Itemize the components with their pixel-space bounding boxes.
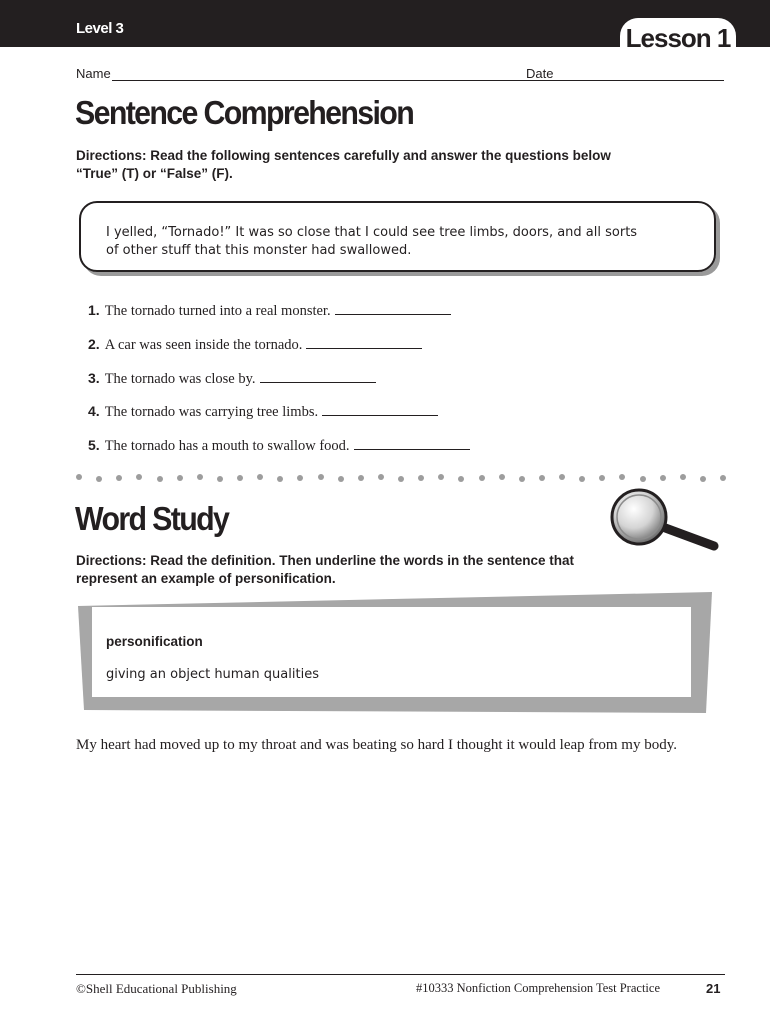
divider-dot bbox=[157, 476, 163, 482]
passage-line1: I yelled, “Tornado!” It was so close that I could see tree limbs, doors, and all sorts bbox=[106, 225, 638, 240]
divider-dot bbox=[499, 474, 505, 480]
divider-dot bbox=[458, 476, 464, 482]
footer-publisher: ©Shell Educational Publishing bbox=[76, 981, 237, 996]
divider-dot bbox=[277, 476, 283, 482]
word-study-directions-line1: Directions: Read the definition. Then underline the words in the sentence that bbox=[76, 553, 575, 568]
personification-sentence[interactable]: My heart had moved up to my throat and was beating so hard I thought it would leap from my body. bbox=[76, 737, 677, 753]
question-number: 3. bbox=[88, 370, 100, 386]
divider-dot bbox=[177, 475, 183, 481]
divider-dot bbox=[297, 475, 303, 481]
question-3 bbox=[88, 370, 376, 388]
answer-blank-4[interactable] bbox=[322, 403, 438, 416]
divider-dot bbox=[197, 474, 203, 480]
dotted-divider bbox=[76, 470, 726, 484]
question-number: 1. bbox=[88, 302, 100, 318]
divider-dot bbox=[479, 475, 485, 481]
divider-dot bbox=[237, 475, 243, 481]
divider-dot bbox=[116, 475, 122, 481]
question-number: 4. bbox=[88, 403, 100, 419]
divider-dot bbox=[438, 474, 444, 480]
divider-dot bbox=[398, 476, 404, 482]
level-label: Level 3 bbox=[76, 20, 124, 37]
word-study-title: Word Study bbox=[75, 500, 229, 537]
question-5 bbox=[88, 437, 470, 455]
question-text: The tornado has a mouth to swallow food. bbox=[104, 438, 350, 454]
divider-dot bbox=[378, 474, 384, 480]
divider-dot bbox=[257, 474, 263, 480]
answer-blank-5[interactable] bbox=[354, 437, 470, 450]
divider-dot bbox=[720, 475, 726, 481]
footer-product: #10333 Nonfiction Comprehension Test Practice bbox=[416, 981, 660, 995]
passage-box bbox=[79, 201, 716, 272]
word-study-directions bbox=[76, 552, 726, 588]
name-label: Name bbox=[76, 66, 111, 81]
divider-dot bbox=[700, 476, 706, 482]
answer-blank-2[interactable] bbox=[306, 336, 422, 349]
divider-dot bbox=[680, 474, 686, 480]
definition-term: personification bbox=[106, 634, 203, 649]
divider-dot bbox=[418, 475, 424, 481]
name-field[interactable] bbox=[112, 80, 594, 81]
definition-box bbox=[92, 607, 691, 697]
divider-dot bbox=[579, 476, 585, 482]
word-study-directions-line2: represent an example of personification. bbox=[76, 571, 336, 586]
divider-dot bbox=[338, 476, 344, 482]
sentence-directions bbox=[76, 147, 726, 183]
divider-dot bbox=[599, 475, 605, 481]
question-4 bbox=[88, 403, 438, 421]
question-text: The tornado was close by. bbox=[104, 371, 256, 387]
answer-blank-3[interactable] bbox=[260, 370, 376, 383]
magnifying-glass-icon bbox=[606, 488, 721, 554]
passage-text bbox=[106, 224, 701, 260]
sentence-directions-line2: “True” (T) or “False” (F). bbox=[76, 166, 233, 181]
divider-dot bbox=[539, 475, 545, 481]
date-field[interactable] bbox=[554, 80, 724, 81]
answer-blank-1[interactable] bbox=[335, 302, 451, 315]
divider-dot bbox=[76, 474, 82, 480]
question-2 bbox=[88, 336, 422, 354]
definition-text: giving an object human qualities bbox=[106, 667, 319, 682]
question-text: A car was seen inside the tornado. bbox=[104, 337, 303, 353]
divider-dot bbox=[619, 474, 625, 480]
question-1 bbox=[88, 302, 451, 320]
divider-dot bbox=[318, 474, 324, 480]
divider-dot bbox=[640, 476, 646, 482]
divider-dot bbox=[660, 475, 666, 481]
divider-dot bbox=[519, 476, 525, 482]
passage-line2: of other stuff that this monster had swallowed. bbox=[106, 243, 412, 258]
question-number: 2. bbox=[88, 336, 100, 352]
question-text: The tornado turned into a real monster. bbox=[104, 303, 331, 319]
divider-dot bbox=[358, 475, 364, 481]
date-label: Date bbox=[526, 66, 554, 81]
sentence-directions-line1: Directions: Read the following sentences carefully and answer the questions below bbox=[76, 148, 611, 163]
divider-dot bbox=[217, 476, 223, 482]
question-number: 5. bbox=[88, 437, 100, 453]
footer-rule bbox=[76, 974, 725, 975]
lesson-tab: Lesson 1 bbox=[620, 18, 736, 58]
name-date-row bbox=[76, 64, 726, 84]
divider-dot bbox=[559, 474, 565, 480]
divider-dot bbox=[136, 474, 142, 480]
divider-dot bbox=[96, 476, 102, 482]
page-number: 21 bbox=[706, 981, 721, 996]
question-text: The tornado was carrying tree limbs. bbox=[104, 404, 319, 420]
sentence-comprehension-title: Sentence Comprehension bbox=[75, 94, 414, 131]
